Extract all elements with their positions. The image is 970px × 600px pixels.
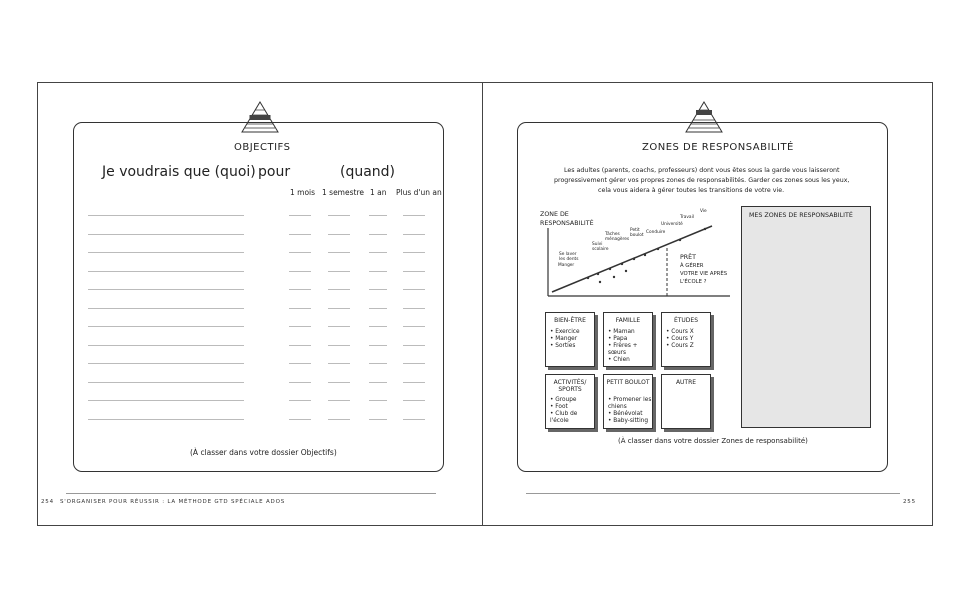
timeframe-line[interactable]: [403, 363, 425, 364]
timeframe-line[interactable]: [289, 382, 311, 383]
timeframe-line[interactable]: [289, 400, 311, 401]
objective-line[interactable]: [88, 234, 244, 235]
objective-line[interactable]: [88, 382, 244, 383]
zone-card-item: • Foot: [550, 404, 594, 411]
timeframe-line[interactable]: [369, 400, 387, 401]
graph-point-label: Manger: [558, 263, 575, 268]
timeframe-line[interactable]: [369, 289, 387, 290]
timeframe-line[interactable]: [289, 326, 311, 327]
zone-card-title: PETIT BOULOT: [606, 379, 650, 386]
graph-point-label: Se laver les dents: [559, 252, 579, 262]
footer-rule: [66, 493, 436, 494]
column-header: 1 semestre: [322, 188, 364, 197]
timeframe-line[interactable]: [289, 363, 311, 364]
column-header: Plus d'un an: [396, 188, 442, 197]
page-number: 254: [41, 499, 54, 505]
objective-line[interactable]: [88, 252, 244, 253]
zone-card-title: FAMILLE: [615, 317, 641, 324]
timeframe-line[interactable]: [328, 400, 350, 401]
timeframe-line[interactable]: [289, 271, 311, 272]
zone-card-item: • Exercice: [550, 329, 580, 336]
graph-point-label: Vie: [700, 209, 707, 214]
timeframe-line[interactable]: [369, 308, 387, 309]
timeframe-line[interactable]: [369, 234, 387, 235]
objective-line[interactable]: [88, 271, 244, 272]
timeframe-line[interactable]: [369, 382, 387, 383]
zone-card-title: AUTRE: [675, 379, 697, 386]
timeframe-line[interactable]: [289, 345, 311, 346]
timeframe-line[interactable]: [289, 215, 311, 216]
zone-card-item: • Baby-sitting: [608, 418, 652, 425]
column-header: 1 mois: [290, 188, 316, 197]
timeframe-line[interactable]: [289, 252, 311, 253]
timeframe-line[interactable]: [403, 271, 425, 272]
zone-card-title: ACTIVITÉS/ SPORTS: [553, 379, 587, 393]
zone-card-items: [550, 397, 594, 425]
zone-card-title: BIEN-ÊTRE: [554, 317, 586, 324]
zone-card-item: • Manger: [550, 336, 580, 343]
graph-point-label: Petit boulot: [630, 228, 644, 238]
timeframe-line[interactable]: [328, 345, 350, 346]
zone-card-item: • Groupe: [550, 397, 594, 404]
timeframe-line[interactable]: [369, 252, 387, 253]
timeframe-line[interactable]: [403, 382, 425, 383]
graph-point-label: Travail: [680, 215, 694, 220]
zone-card-items: [550, 329, 580, 350]
timeframe-line[interactable]: [328, 326, 350, 327]
timeframe-line[interactable]: [328, 271, 350, 272]
zone-card-item: • Bénévolat: [608, 411, 652, 418]
footnote: (À classer dans votre dossier Objectifs): [190, 448, 337, 457]
footnote: (À classer dans votre dossier Zones de responsabilité): [618, 437, 808, 445]
running-title: S'ORGANISER POUR RÉUSSIR : LA MÉTHODE GTD SPÉCIALE ADOS: [60, 499, 286, 505]
timeframe-line[interactable]: [403, 252, 425, 253]
objective-line[interactable]: [88, 400, 244, 401]
timeframe-line[interactable]: [403, 345, 425, 346]
zone-card-item: • Promener les chiens: [608, 397, 652, 411]
timeframe-line[interactable]: [369, 271, 387, 272]
zone-card-item: • Papa: [608, 336, 652, 343]
zone-card-item: • Cours X: [666, 329, 694, 336]
timeframe-line[interactable]: [328, 289, 350, 290]
timeframe-line[interactable]: [369, 215, 387, 216]
timeframe-line[interactable]: [403, 289, 425, 290]
footer-rule: [526, 493, 900, 494]
graph-title: RESPONSABILITÉ: [540, 220, 594, 227]
heading-want: Je voudrais que (quoi): [102, 164, 256, 180]
intro-line: Les adultes (parents, coachs, professeurs) dont vous êtes sous la garde vous laisseront: [564, 167, 840, 174]
timeframe-line[interactable]: [369, 419, 387, 420]
book-spine: [482, 82, 483, 526]
graph-point-label: Conduire: [646, 230, 666, 235]
objective-line[interactable]: [88, 326, 244, 327]
zone-card[interactable]: [545, 374, 595, 429]
intro-line: progressivement gérer vos propres zones de responsabilités. Garder ces zones sous les yeux,: [554, 177, 850, 184]
zone-card[interactable]: [545, 312, 595, 367]
ready-text: VOTRE VIE APRÈS: [680, 271, 728, 277]
timeframe-line[interactable]: [328, 234, 350, 235]
timeframe-line[interactable]: [289, 419, 311, 420]
zone-card[interactable]: [603, 312, 653, 367]
page-title: OBJECTIFS: [234, 142, 291, 153]
zone-card-items: [666, 329, 694, 350]
timeframe-line[interactable]: [403, 419, 425, 420]
zone-card-item: • Sorties: [550, 343, 580, 350]
timeframe-line[interactable]: [403, 326, 425, 327]
zone-card-item: • Club de l'école: [550, 411, 594, 425]
objective-line[interactable]: [88, 419, 244, 420]
page-number: 255: [903, 499, 916, 505]
my-zones-box[interactable]: [741, 206, 871, 428]
timeframe-line[interactable]: [328, 252, 350, 253]
objective-line[interactable]: [88, 308, 244, 309]
zone-card-item: • Chien: [608, 357, 652, 364]
column-header: 1 an: [370, 188, 387, 197]
timeframe-line[interactable]: [369, 345, 387, 346]
intro-line: cela vous aidera à gérer toutes les transitions de votre vie.: [598, 187, 785, 194]
timeframe-line[interactable]: [289, 234, 311, 235]
timeframe-line[interactable]: [289, 308, 311, 309]
ready-text: L'ÉCOLE ?: [680, 279, 707, 285]
ready-text: PRÊT: [680, 254, 696, 261]
page-title: ZONES DE RESPONSABILITÉ: [642, 142, 794, 153]
timeframe-line[interactable]: [328, 308, 350, 309]
zone-card[interactable]: [661, 312, 711, 367]
objective-line[interactable]: [88, 345, 244, 346]
timeframe-line[interactable]: [403, 234, 425, 235]
zone-card-item: • Frères + sœurs: [608, 343, 652, 357]
zone-card-item: • Cours Y: [666, 336, 694, 343]
timeframe-line[interactable]: [369, 363, 387, 364]
heading-for: pour: [258, 164, 291, 180]
graph-point-label: Université: [661, 222, 683, 227]
timeframe-line[interactable]: [289, 289, 311, 290]
zone-card-item: • Cours Z: [666, 343, 694, 350]
zone-card[interactable]: [661, 374, 711, 429]
timeframe-line[interactable]: [403, 400, 425, 401]
timeframe-line[interactable]: [328, 363, 350, 364]
zone-card-items: [608, 397, 652, 425]
timeframe-line[interactable]: [328, 382, 350, 383]
timeframe-line[interactable]: [328, 419, 350, 420]
ready-text: À GÉRER: [680, 263, 704, 269]
timeframe-line[interactable]: [328, 215, 350, 216]
objective-line[interactable]: [88, 215, 244, 216]
objective-line[interactable]: [88, 289, 244, 290]
graph-point-label: Suivi scolaire: [592, 242, 609, 252]
timeframe-line[interactable]: [403, 215, 425, 216]
graph-title: ZONE DE: [540, 211, 569, 218]
my-zones-title: MES ZONES DE RESPONSABILITÉ: [749, 212, 853, 219]
zone-card-title: ÉTUDES: [673, 317, 699, 324]
objective-line[interactable]: [88, 363, 244, 364]
graph-point-label: Tâches ménagères: [605, 232, 630, 242]
timeframe-line[interactable]: [403, 308, 425, 309]
heading-when: (quand): [340, 164, 396, 180]
zone-card-items: [608, 329, 652, 364]
zone-card-item: • Maman: [608, 329, 652, 336]
timeframe-line[interactable]: [369, 326, 387, 327]
zone-card[interactable]: [603, 374, 653, 429]
